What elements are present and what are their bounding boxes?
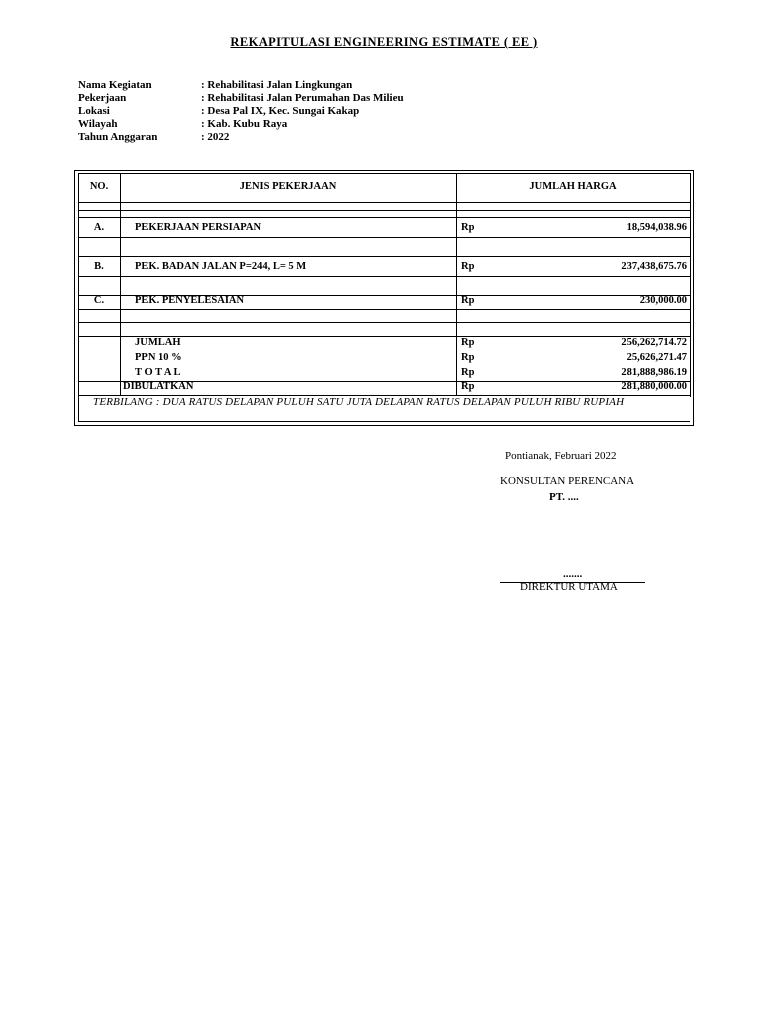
table-line [78,173,690,174]
header-jenis-pekerjaan: JENIS PEKERJAAN [239,181,337,192]
summary-dibulatkan-label: DIBULATKAN [123,381,194,392]
summary-jumlah-currency: Rp [461,337,475,348]
table-line [78,309,690,310]
row-b-amount: 237,438,675.76 [621,261,687,272]
info-value-wilayah: : Kab. Kubu Raya [201,118,288,130]
table-line [78,202,690,203]
row-a-currency: Rp [461,222,475,233]
recap-table [74,170,694,426]
terbilang-text: TERBILANG : DUA RATUS DELAPAN PULUH SATU JUTA DELAPAN RATUS DELAPAN PULUH RIBU RUPIAH [93,396,625,408]
summary-total-currency: Rp [461,367,475,378]
table-line [120,173,121,395]
info-value-lokasi: : Desa Pal IX, Kec. Sungai Kakap [201,105,360,117]
row-c-currency: Rp [461,295,475,306]
summary-ppn-label: PPN 10 % [135,352,182,363]
row-a-amount: 18,594,038.96 [626,222,687,233]
info-label-tahun-anggaran: Tahun Anggaran [78,131,158,143]
summary-jumlah-amount: 256,262,714.72 [621,337,687,348]
signature-role: KONSULTAN PERENCANA [500,475,635,487]
row-c-jenis: PEK. PENYELESAIAN [135,295,245,306]
table-line [456,173,457,395]
table-line [78,217,690,218]
table-line [78,322,690,323]
row-a-jenis: PEKERJAAN PERSIAPAN [135,222,262,233]
info-value-pekerjaan: : Rehabilitasi Jalan Perumahan Das Milieu [201,92,404,104]
row-c-no: C. [93,295,105,306]
summary-ppn-currency: Rp [461,352,475,363]
info-value-tahun-anggaran: : 2022 [201,131,230,143]
document-title: REKAPITULASI ENGINEERING ESTIMATE ( EE ) [230,35,538,49]
header-no: NO. [89,181,109,192]
signature-position: DIREKTUR UTAMA [520,581,618,593]
signature-company: PT. .... [549,491,579,503]
summary-total-label: T O T A L [135,367,181,378]
summary-dibulatkan-amount: 281,880,000.00 [621,381,687,392]
row-b-no: B. [94,261,104,272]
info-block [78,79,478,149]
summary-total-amount: 281,888,986.19 [621,367,687,378]
row-c-amount: 230,000.00 [639,295,687,306]
header-jumlah-harga: JUMLAH HARGA [529,181,617,192]
row-b-jenis: PEK. BADAN JALAN P=244, L= 5 M [135,261,307,272]
summary-dibulatkan-currency: Rp [461,381,475,392]
summary-jumlah-label: JUMLAH [135,337,181,348]
summary-ppn-amount: 25,626,271.47 [626,352,687,363]
signature-name: ....... [563,568,583,580]
row-a-no: A. [93,222,105,233]
info-label-lokasi: Lokasi [78,105,110,117]
place-date: Pontianak, Februari 2022 [505,450,617,462]
info-value-nama-kegiatan: : Rehabilitasi Jalan Lingkungan [201,79,353,91]
info-label-wilayah: Wilayah [78,118,118,130]
table-line [78,276,690,277]
table-line [78,256,690,257]
info-label-nama-kegiatan: Nama Kegiatan [78,79,152,91]
table-line [78,421,690,422]
info-label-pekerjaan: Pekerjaan [78,92,127,104]
table-line [690,173,691,397]
table-line [78,210,690,211]
table-line [78,237,690,238]
row-b-currency: Rp [461,261,475,272]
